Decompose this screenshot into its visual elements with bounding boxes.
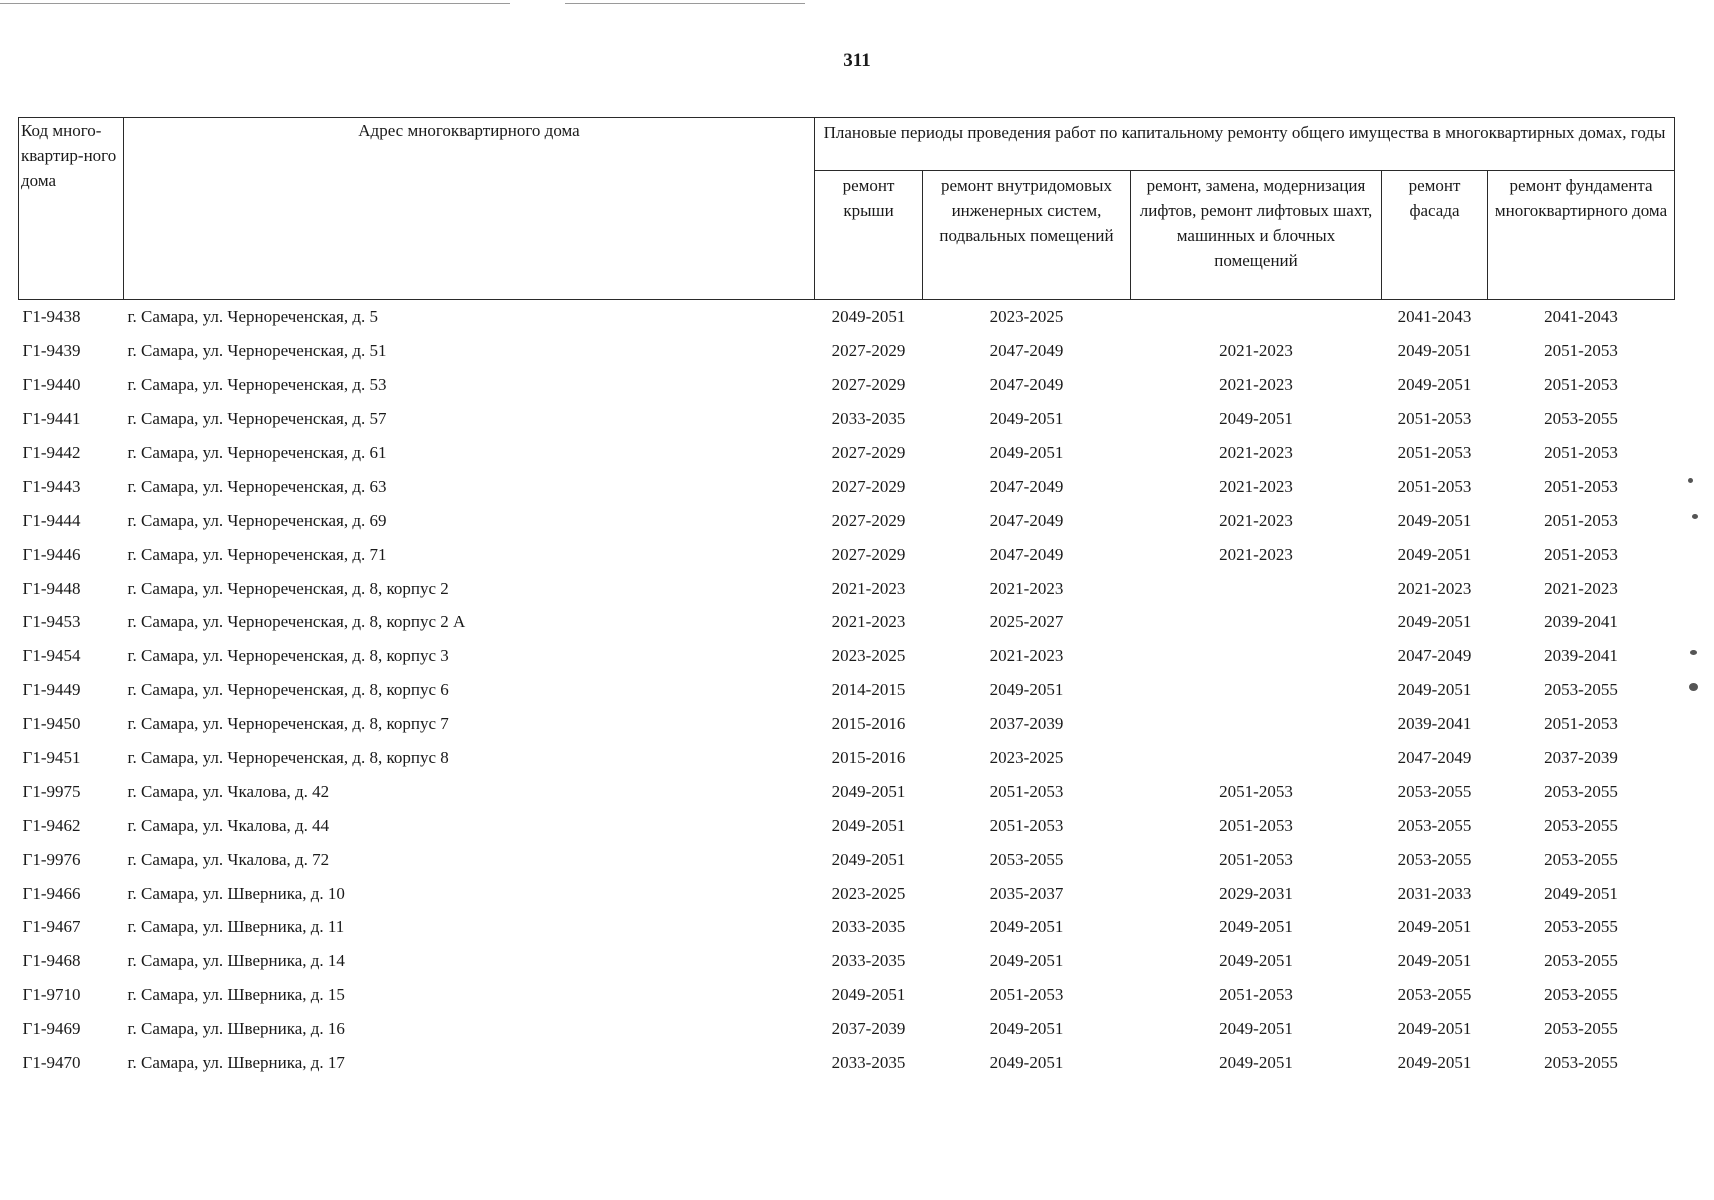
cell-facade: 2053-2055	[1397, 849, 1472, 869]
cell-address: г. Самара, ул. Чернореченская, д. 8, корпус 2	[127, 578, 449, 598]
cell-facade: 2051-2053	[1397, 476, 1472, 496]
cell-roof: 2027-2029	[831, 375, 906, 395]
cell-foundation: 2053-2055	[1544, 849, 1618, 869]
cell-facade: 2049-2051	[1397, 951, 1472, 971]
cell-roof: 2027-2029	[831, 443, 906, 462]
cell-roof: 2033-2035	[831, 1053, 906, 1073]
cell-code: Г1-9454	[22, 646, 81, 666]
scan-edge-line	[565, 3, 805, 4]
header-foundation: ремонт фундамента многоквартирного дома	[1488, 171, 1675, 300]
scan-speck	[1689, 683, 1698, 691]
table-row	[19, 469, 1675, 503]
cell-address: г. Самара, ул. Шверника, д. 15	[127, 985, 345, 1005]
cell-address: г. Самара, ул. Чернореченская, д. 8, корпус 2 А	[127, 612, 466, 632]
table-row	[19, 1012, 1675, 1046]
cell-foundation: 2037-2039	[1544, 748, 1618, 768]
cell-roof: 2027-2029	[831, 510, 906, 530]
cell-systems: 2021-2023	[989, 646, 1064, 666]
cell-address: г. Самара, ул. Чернореченская, д. 8, корпус 3	[127, 646, 449, 666]
cell-systems: 2049-2051	[989, 1053, 1064, 1073]
scan-edge-line	[0, 3, 510, 4]
cell-lifts	[1131, 605, 1382, 639]
cell-lifts	[1131, 571, 1382, 605]
cell-code: Г1-9448	[22, 578, 81, 598]
cell-lifts: 2021-2023	[1219, 375, 1293, 395]
cell-roof: 2037-2039	[831, 1019, 906, 1039]
table-row	[19, 978, 1675, 1012]
cell-facade: 2049-2051	[1397, 510, 1472, 530]
cell-facade: 2021-2023	[1397, 578, 1472, 598]
cell-facade: 2049-2051	[1397, 1019, 1472, 1039]
header-address: Адрес многоквартирного дома	[124, 118, 815, 300]
table-row	[19, 673, 1675, 707]
cell-address: г. Самара, ул. Шверника, д. 17	[127, 1053, 345, 1073]
cell-facade: 2053-2055	[1397, 815, 1472, 835]
cell-roof: 2049-2051	[831, 849, 906, 869]
cell-address: г. Самара, ул. Чернореченская, д. 71	[127, 544, 387, 564]
cell-facade: 2053-2055	[1397, 781, 1472, 801]
cell-address: г. Самара, ул. Чкалова, д. 72	[127, 849, 330, 869]
cell-roof: 2049-2051	[831, 307, 906, 327]
cell-lifts	[1131, 639, 1382, 673]
capital-repair-table	[18, 117, 1675, 1079]
cell-code: Г1-9440	[22, 375, 81, 395]
cell-code: Г1-9975	[22, 781, 81, 801]
header-lifts: ремонт, замена, модернизация лифтов, ремонт лифтовых шахт, машинных и блочных помещений	[1131, 171, 1382, 300]
table-row	[19, 808, 1675, 842]
cell-systems: 2049-2051	[989, 951, 1064, 971]
cell-code: Г1-9444	[22, 510, 81, 530]
cell-lifts	[1131, 741, 1382, 775]
cell-facade: 2047-2049	[1397, 646, 1472, 666]
cell-foundation: 2051-2053	[1544, 341, 1618, 361]
cell-roof: 2027-2029	[831, 544, 906, 564]
cell-code: Г1-9453	[22, 612, 81, 632]
scan-speck	[1690, 650, 1697, 655]
cell-code: Г1-9467	[22, 917, 81, 937]
cell-roof: 2033-2035	[831, 951, 906, 971]
cell-code: Г1-9446	[22, 544, 81, 564]
cell-foundation: 2053-2055	[1544, 1019, 1618, 1039]
table-row	[19, 368, 1675, 402]
cell-lifts: 2021-2023	[1219, 341, 1293, 361]
cell-address: г. Самара, ул. Чернореченская, д. 5	[127, 307, 378, 327]
table-row	[19, 774, 1675, 808]
table-row	[19, 503, 1675, 537]
cell-lifts: 2051-2053	[1219, 781, 1293, 801]
cell-address: г. Самара, ул. Шверника, д. 16	[127, 1019, 345, 1039]
cell-foundation: 2051-2053	[1544, 714, 1618, 734]
cell-code: Г1-9449	[22, 680, 81, 700]
cell-roof: 2023-2025	[831, 883, 906, 903]
cell-lifts: 2051-2053	[1219, 985, 1293, 1005]
table-row	[19, 1046, 1675, 1080]
cell-systems: 2049-2051	[989, 1019, 1064, 1039]
cell-code: Г1-9976	[22, 849, 81, 869]
cell-roof: 2014-2015	[831, 680, 906, 700]
table-row	[19, 537, 1675, 571]
header-systems: ремонт внутридомовых инженерных систем, подвальных помещений	[923, 171, 1131, 300]
cell-foundation: 2053-2055	[1544, 1053, 1618, 1073]
cell-lifts: 2049-2051	[1219, 409, 1293, 429]
cell-foundation: 2051-2053	[1544, 510, 1618, 530]
header-facade: ремонт фасада	[1382, 171, 1488, 300]
cell-facade: 2049-2051	[1397, 341, 1472, 361]
cell-code: Г1-9442	[22, 443, 81, 462]
table-row	[19, 334, 1675, 368]
cell-lifts: 2051-2053	[1219, 815, 1293, 835]
cell-code: Г1-9441	[22, 409, 81, 429]
table-row	[19, 300, 1675, 334]
cell-lifts: 2021-2023	[1219, 544, 1293, 564]
cell-lifts	[1131, 707, 1382, 741]
cell-lifts	[1131, 673, 1382, 707]
cell-roof: 2027-2029	[831, 341, 906, 361]
cell-lifts	[1131, 300, 1382, 334]
cell-roof: 2015-2016	[831, 714, 906, 734]
cell-systems: 2037-2039	[989, 714, 1064, 734]
table-row	[19, 436, 1675, 470]
cell-address: г. Самара, ул. Чкалова, д. 44	[127, 815, 330, 835]
cell-foundation: 2051-2053	[1544, 544, 1618, 564]
cell-foundation: 2039-2041	[1544, 612, 1618, 632]
cell-foundation: 2039-2041	[1544, 646, 1618, 666]
cell-foundation: 2051-2053	[1544, 375, 1618, 395]
cell-systems: 2053-2055	[989, 849, 1064, 869]
cell-address: г. Самара, ул. Шверника, д. 14	[127, 951, 345, 971]
cell-systems: 2051-2053	[989, 815, 1064, 835]
cell-code: Г1-9438	[22, 307, 81, 327]
cell-facade: 2049-2051	[1397, 544, 1472, 564]
cell-facade: 2031-2033	[1397, 883, 1472, 903]
cell-facade: 2049-2051	[1397, 917, 1472, 937]
cell-code: Г1-9466	[22, 883, 81, 903]
cell-systems: 2023-2025	[989, 748, 1064, 768]
table-row	[19, 910, 1675, 944]
cell-lifts: 2049-2051	[1219, 1053, 1293, 1073]
cell-address: г. Самара, ул. Чернореченская, д. 53	[127, 375, 387, 395]
scan-speck	[1688, 478, 1693, 483]
cell-code: Г1-9443	[22, 476, 81, 496]
cell-roof: 2033-2035	[831, 917, 906, 937]
cell-foundation: 2051-2053	[1544, 476, 1618, 496]
page-number: 311	[843, 50, 871, 71]
cell-lifts: 2051-2053	[1219, 849, 1293, 869]
cell-facade: 2049-2051	[1397, 375, 1472, 395]
cell-facade: 2041-2043	[1397, 307, 1472, 327]
cell-systems: 2047-2049	[989, 476, 1064, 496]
cell-roof: 2049-2051	[831, 781, 906, 801]
cell-systems: 2049-2051	[989, 680, 1064, 700]
cell-foundation: 2053-2055	[1544, 409, 1618, 429]
cell-address: г. Самара, ул. Чернореченская, д. 63	[127, 476, 387, 496]
cell-code: Г1-9439	[22, 341, 81, 361]
cell-systems: 2047-2049	[989, 544, 1064, 564]
cell-systems: 2049-2051	[989, 917, 1064, 937]
table-row	[19, 639, 1675, 673]
cell-roof: 2021-2023	[831, 612, 906, 632]
cell-address: г. Самара, ул. Шверника, д. 10	[127, 883, 345, 903]
cell-foundation: 2053-2055	[1544, 951, 1618, 971]
cell-facade: 2049-2051	[1397, 612, 1472, 632]
cell-code: Г1-9462	[22, 815, 81, 835]
cell-facade: 2047-2049	[1397, 748, 1472, 768]
cell-facade: 2049-2051	[1397, 1053, 1472, 1073]
cell-roof: 2033-2035	[831, 409, 906, 429]
cell-address: г. Самара, ул. Чернореченская, д. 69	[127, 510, 387, 530]
cell-lifts: 2049-2051	[1219, 1019, 1293, 1039]
cell-address: г. Самара, ул. Чернореченская, д. 57	[127, 409, 387, 429]
cell-foundation: 2021-2023	[1544, 578, 1618, 598]
table-row	[19, 605, 1675, 639]
cell-foundation: 2051-2053	[1544, 443, 1618, 462]
cell-systems: 2023-2025	[989, 307, 1064, 327]
cell-address: г. Самара, ул. Шверника, д. 11	[127, 917, 345, 937]
table-row	[19, 402, 1675, 436]
table-body	[19, 300, 1675, 1080]
header-roof: ремонт крыши	[815, 171, 923, 300]
table-row	[19, 876, 1675, 910]
cell-roof: 2049-2051	[831, 815, 906, 835]
cell-lifts: 2049-2051	[1219, 951, 1293, 971]
cell-systems: 2047-2049	[989, 510, 1064, 530]
cell-systems: 2021-2023	[989, 578, 1064, 598]
cell-foundation: 2049-2051	[1544, 883, 1618, 903]
table-row	[19, 741, 1675, 775]
table-row	[19, 571, 1675, 605]
cell-address: г. Самара, ул. Чернореченская, д. 8, корпус 6	[127, 680, 449, 700]
cell-systems: 2049-2051	[989, 443, 1064, 462]
cell-lifts: 2021-2023	[1219, 510, 1293, 530]
cell-foundation: 2053-2055	[1544, 680, 1618, 700]
cell-facade: 2051-2053	[1397, 443, 1472, 462]
cell-roof: 2049-2051	[831, 985, 906, 1005]
table-header	[19, 118, 1675, 300]
cell-systems: 2051-2053	[989, 985, 1064, 1005]
cell-address: г. Самара, ул. Чернореченская, д. 8, корпус 7	[127, 714, 449, 734]
cell-lifts: 2049-2051	[1219, 917, 1293, 937]
cell-foundation: 2053-2055	[1544, 985, 1618, 1005]
cell-systems: 2035-2037	[989, 883, 1064, 903]
cell-systems: 2047-2049	[989, 375, 1064, 395]
header-code: Код много-квартир-ного дома	[19, 118, 124, 300]
cell-foundation: 2053-2055	[1544, 815, 1618, 835]
cell-address: г. Самара, ул. Чернореченская, д. 51	[127, 341, 387, 361]
cell-foundation: 2053-2055	[1544, 781, 1618, 801]
cell-address: г. Самара, ул. Чернореченская, д. 8, корпус 8	[127, 748, 449, 768]
scan-speck	[1692, 514, 1698, 519]
cell-address: г. Самара, ул. Чкалова, д. 42	[127, 781, 330, 801]
cell-facade: 2053-2055	[1397, 985, 1472, 1005]
cell-address: г. Самара, ул. Чернореченская, д. 61	[127, 443, 387, 462]
table-row	[19, 842, 1675, 876]
cell-lifts: 2021-2023	[1219, 476, 1293, 496]
cell-systems: 2025-2027	[989, 612, 1064, 632]
table-row	[19, 944, 1675, 978]
cell-roof: 2015-2016	[831, 748, 906, 768]
cell-code: Г1-9470	[22, 1053, 81, 1073]
cell-code: Г1-9468	[22, 951, 81, 971]
cell-lifts: 2021-2023	[1219, 443, 1293, 462]
cell-facade: 2039-2041	[1397, 714, 1472, 734]
cell-systems: 2049-2051	[989, 409, 1064, 429]
cell-code: Г1-9450	[22, 714, 81, 734]
cell-facade: 2051-2053	[1397, 409, 1472, 429]
cell-systems: 2047-2049	[989, 341, 1064, 361]
cell-roof: 2027-2029	[831, 476, 906, 496]
cell-lifts: 2029-2031	[1219, 883, 1293, 903]
cell-roof: 2021-2023	[831, 578, 906, 598]
cell-code: Г1-9710	[22, 985, 81, 1005]
cell-roof: 2023-2025	[831, 646, 906, 666]
cell-code: Г1-9469	[22, 1019, 81, 1039]
cell-systems: 2051-2053	[989, 781, 1064, 801]
header-periods-group: Плановые периоды проведения работ по капитальному ремонту общего имущества в многоквартирных домах, годы	[815, 118, 1675, 171]
cell-foundation: 2053-2055	[1544, 917, 1618, 937]
cell-code: Г1-9451	[22, 748, 81, 768]
table-row	[19, 707, 1675, 741]
cell-foundation: 2041-2043	[1544, 307, 1618, 327]
cell-facade: 2049-2051	[1397, 680, 1472, 700]
